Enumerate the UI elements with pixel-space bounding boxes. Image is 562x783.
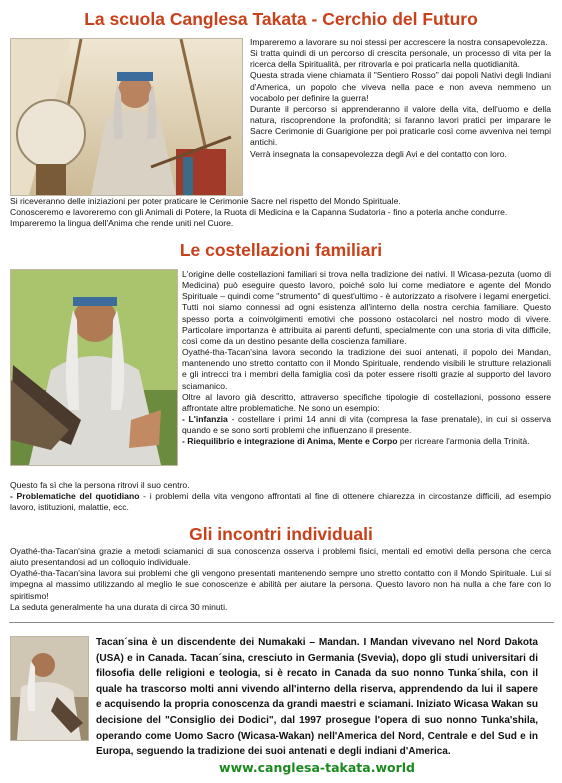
school-para: Verrà insegnata la consapevolezza degli Avi e del contatto con loro. — [250, 148, 507, 159]
individual-text — [10, 546, 551, 613]
constellations-full-text — [10, 480, 551, 513]
school-para: Si tratta quindi di un percorso di crescita personale, un processo di vita per la ricerca della Spiritualità, per ritrovarla e poi praticarla nella quotidianità. — [250, 48, 551, 70]
item-text: per ricreare l'armonia della Trinità. — [397, 436, 530, 447]
constellations-para: L'origine delle costellazioni familiari si trova nella tradizione dei nativi. Il Wicasa-pezuta (uomo di Medicina) può eseguire questo lavoro, poiché solo lui come mediatore e agente del Mondo Spirituale – quindi come "strumento" di quest'ultimo - è autorizzato a risolvere i legami energetici. Tutti noi siamo connessi ad ogni esistenza all'interno della nostra cerchia familiare. Questo spesso porta a coinvolgimenti emotivi che possono ostacolarci nel nostro modo di vivere. Particolare importanza è attribuita ai parenti defunti, specialmente con una storia di vita difficile, così come da un destino pesante della coscienza familiare. — [182, 269, 551, 346]
photo-elder-with-feathers — [10, 269, 178, 466]
divider — [9, 622, 554, 623]
school-side-text — [250, 37, 551, 160]
school-full-text — [10, 196, 551, 229]
individual-para: La seduta generalmente ha una durata di circa 30 minuti. — [10, 601, 228, 612]
constellations-item-rebalance — [182, 436, 551, 447]
item-label: - Problematiche del quotidiano — [10, 491, 140, 502]
constellations-para: Oltre al lavoro già descritto, attraverso specifiche tipologie di costellazioni, possono essere affrontate altre problematiche. Ne sono un esempio: — [182, 391, 551, 413]
constellations-side-text — [182, 269, 551, 448]
constellations-para: Questo fa sì che la persona ritrovi il suo centro. — [10, 480, 190, 490]
item-text: - i problemi della vita vengono affrontati al fine di ottenere chiarezza in circostanze difficili, ad esempio lavoro, istituzioni, malattie, ecc. — [10, 491, 551, 513]
school-para: Durante il percorso si apprenderanno il valore della vita, dell'uomo e della natura, riscoprendone la profondità; si faranno lavori pratici per imparare le Sacre Cerimonie di Guarigione per poi praticarle così come avveniva nei tempi antichi. — [250, 103, 551, 148]
constellations-item-childhood — [182, 414, 551, 436]
section-title-school: La scuola Canglesa Takata - Cerchio del Futuro — [84, 9, 478, 29]
school-para: Questa strada viene chiamata il "Sentiero Rosso" dai popoli Nativi degli Indiani d'America, un popolo che viveva nella pace e non aveva nemmeno un vocabolo per definire la guerra! — [250, 70, 551, 103]
section-title-constellations: Le costellazioni familiari — [179, 240, 383, 260]
school-para: Si riceveranno delle iniziazioni per poter praticare le Cerimonie Sacre nel rispetto del Mondo Spirituale. — [10, 196, 401, 206]
item-label: - Riequilibrio e integrazione di Anima, Mente e Corpo — [182, 436, 398, 447]
bio-text: Tacan´sina è un discendente dei Numakaki – Mandan. I Mandan vivevano nel Nord Dakota (USA) e in Canada. Tacan´sina, cresciuto in Germania (Svevia), dopo gli studi universitari di filosofia delle religioni e teologia, si è recato in Canada da suo nonno Tunka´shila, con il quale ha trascorso molti anni vivendo all'interno della riserva, apprendendo da lui il sapere e acquisendo la propria conoscenza da grandi maestri e sciamani. Iniziato Wicasa Wakan su decisione del "Consiglio dei Dodici", dal 1997 prosegue l'opera di suo nonno Tunka'shila, operando come Uomo Sacro (Wicasa-Wakan) nell'America del Nord, Centrale e del Sud e in Europa, seguendo la tradizione dei suoi antenati e degli indiani d'America. — [96, 637, 538, 758]
constellations-item-daily — [10, 491, 551, 513]
item-label: - L'infanzia — [182, 414, 228, 425]
photo-elder-portrait — [10, 636, 89, 741]
individual-para: Oyathé-tha-Tacan'sina grazie a metodi sciamanici di sua conoscenza osserva i problemi fisici, mentali ed emotivi della persona che cerca aiuto presentandosi ad un colloquio individuale. — [10, 546, 551, 568]
photo-elder-in-tipi-image — [11, 39, 242, 195]
school-para: Impareremo a lavorare su noi stessi per accrescere la nostra consapevolezza. — [250, 37, 548, 47]
website-link[interactable]: www.canglesa-takata.world — [219, 760, 415, 775]
constellations-para: Oyathé-tha-Tacan'sina lavora secondo la tradizione dei suoi antenati, il popolo dei Mandan, mantenendo uno stretto contatto con il Mondo Spirituale, rendendo visibili le strutture relazionali e gli intrecci tra i membri della famiglia così da poter essere risolti grazie al supporto del lavoro sciamanico. — [182, 347, 551, 391]
photo-elder-in-tipi — [10, 38, 243, 196]
item-text: - costellare i primi 14 anni di vita (compresa la fase prenatale), in cui si osserva quando e se sono sorti problemi che influenzano il presente. — [182, 414, 551, 436]
section-title-individual: Gli incontri individuali — [189, 524, 373, 544]
photo-elder-portrait-image — [11, 637, 88, 740]
individual-para: Oyathé-tha-Tacan'sina lavora sui problemi che gli vengono presentati mantenendo sempre uno stretto contatto con il Mondo Spirituale. Lui si impegna al massimo utilizzando al meglio le sue conoscenze e abilità per aiutare la persona. Questo lavoro non ha nulla a che fare con lo spiritismo! — [10, 568, 551, 601]
school-para: Impareremo la lingua dell'Anima che rende uniti nel Cuore. — [10, 218, 234, 229]
photo-elder-with-feathers-image — [11, 270, 177, 465]
school-para: Conosceremo e lavoreremo con gli Animali di Potere, la Ruota di Medicina e la Capanna Sudatoria - fino a poterla anche condurre. — [10, 207, 508, 218]
